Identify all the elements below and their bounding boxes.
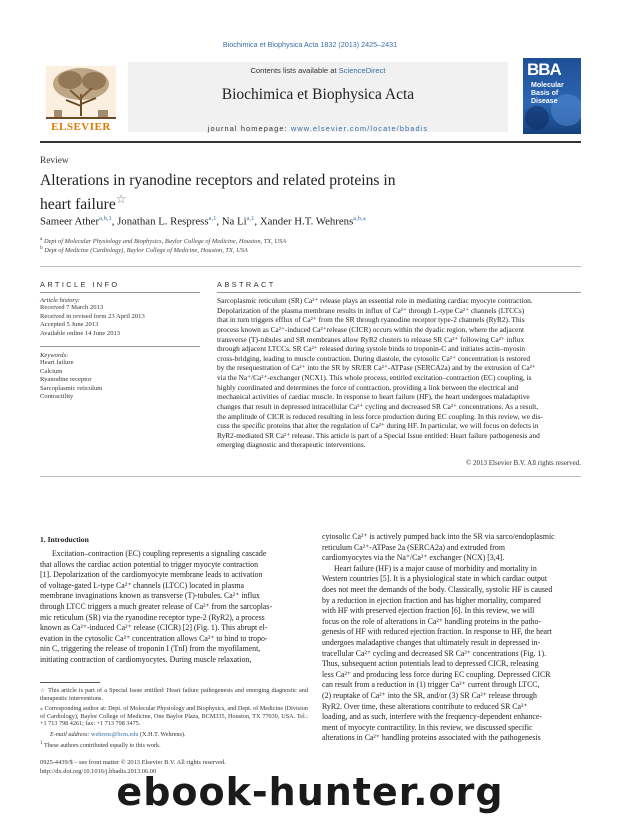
affiliation-b-text: Dept of Medicine (Cardiology), Baylor College of Medicine, Houston, TX, USA [44,247,248,255]
footnote-corr-line-2: of Medicine (Division of Cardiology), Baylor College of Medicine, One Baylor Plaza, [40,705,308,720]
journal-homepage [128,124,508,133]
footnote-special-issue [40,687,308,702]
cover-title: BBA [527,60,561,79]
author-1-affil[interactable]: a,b,1 [99,215,112,222]
footnote-equal-mark: 1 [40,740,43,746]
homepage-link[interactable]: www.elsevier.com/locate/bbadis [290,124,429,133]
body-line: ment of myocyte contractility. In this review, we discussed specific [322,722,533,732]
body-line: through LTCC triggers a much greater release of Ca²⁺ from the sarcoplas- [40,601,273,611]
body-line: RyR2. Over time, these alterations contribute to reduced SR Ca²⁺ [322,701,528,711]
author-2-affil[interactable]: a,1 [208,215,217,222]
body-line: [1]. Depolarization of the cardiomyocyte membrane leads to activation [40,570,263,580]
author-1: Sameer Ather [40,215,100,228]
sciencedirect-link[interactable]: ScienceDirect [338,66,386,75]
contents-prefix: Contents lists available at [250,66,339,75]
author-4: Xander H.T. Wehrens [259,215,354,228]
keyword-item: Ryanodine receptor [40,376,92,384]
journal-cover-image [523,58,581,134]
article-title [40,172,500,214]
history-received: Received 7 March 2013 [40,304,104,311]
abstract-line: that in turn triggers efflux of Ca²⁺ from the SR through ryanodine receptor type-2 channels (RyR2). This [217,315,525,325]
body-line: genesis of HF with reduced ejection fraction. In response to HF, the heart [322,627,552,637]
body-line: less Ca²⁺ and producing less force during EC coupling. Depressed CICR [322,669,551,679]
header-divider [40,141,581,143]
history-online: Available online 14 June 2013 [40,329,121,337]
body-line: (2) reuptake of Ca²⁺ into the SR, and/or (3) SR Ca²⁺ release through [322,690,537,700]
contents-line [128,66,508,75]
abstract-line: changes that result in depressed intracellular Ca²⁺ cycling and decreased SR Ca²⁺ concentrations. As a result, [217,401,539,411]
footnote-equal-text: These authors contributed equally to this work. [44,742,161,750]
footnote-corr-line-1: Corresponding author at: Dept. of Molecular Physiology and Biophysics, and Dept. [44,705,252,712]
abstract-rule [217,292,581,293]
article-info-heading: ARTICLE INFO [40,280,120,289]
affiliation-a-mark: a [40,236,43,242]
abstract-line: through adjacent LTCCs. SR Ca²⁺ released during systole binds to troponin-C and initiates actin–myosin [217,344,526,354]
author-2: Jonathan L. Respress [117,215,209,228]
doi-link[interactable]: http://dx.doi.org/10.1016/j.bbadis.2013.06.00 [40,768,157,775]
body-line: Excitation–contraction (EC) coupling represents a signaling cascade [52,549,267,558]
body-line: membrane invaginations known as transverse (T)-tubules. Ca²⁺ influx [40,591,260,601]
title-divider [40,266,581,267]
footnote-corresponding [40,705,308,728]
footnote-star-mark: ☆ [40,687,47,694]
email-label: E-mail address: [50,731,90,738]
article-info-rule [40,292,200,293]
body-line: of voltage-gated L-type Ca²⁺ channels (LTCC) located in plasma [40,580,244,590]
title-line-2 [40,190,500,214]
body-line: tracellular Ca²⁺ cycling and decreased SR Ca²⁺ concentrations (Fig. 1). [322,648,547,658]
body-line: cardiomyocytes via the Na⁺/Ca²⁺ exchanger (NCX) [3,4]. [322,553,505,563]
body-line: does not meet the demands of the body. Classically, systolic HF is caused [322,584,553,594]
journal-name: Biochimica et Biophysica Acta [221,86,415,103]
journal-citation[interactable]: Biochimica et Biophysica Acta 1832 (2013) 2425–2431 [222,40,398,49]
author-3: Na Li [221,215,247,228]
footnote-rule [40,682,100,683]
cover-subtitle-1: Molecular [531,82,564,89]
watermark-text: ebook-hunter.org [116,770,504,814]
keywords-label: Keywords: [40,352,69,359]
author-4-affil[interactable]: a,b,⁎ [353,215,366,222]
keyword-item: Sarcoplasmic reticulum [40,384,103,392]
abstract-line: mechanical activities of cardiac muscle. In response to heart failure (HF), the heart undergoes maladaptive [217,392,530,402]
abstract-divider [40,476,581,477]
keywords [40,352,210,402]
article-history [40,297,210,338]
article-type: Review [40,156,69,166]
body-line: initiating contraction of cardiomyocytes. During muscle relaxation, [40,654,252,664]
abstract-line: highly coordinated and determines the force of contraction, providing a link between the electrical and [217,382,519,392]
keyword-item: Calcium [40,367,63,375]
keyword-item: Contractility [40,393,74,401]
issn-line: 0925-4439/$ – see front matter © 2013 Elsevier B.V. All rights reserved. [40,759,226,766]
elsevier-wordmark: ELSEVIER [51,121,111,133]
body-line: loading, and as such, interfere with the frequency-dependent enhance- [322,712,542,722]
body-line: mic reticulum (SR) via the ryanodine receptor type-2 (RyR2), a process [40,612,265,622]
abstract-line: cuss the specific proteins that alter the regulation of Ca²⁺ during HF. In particular, we will focus on defects in [217,421,539,431]
abstract-line: process known as Ca²⁺-induced Ca²⁺release (CICR) occurs within the dyadic region, where the adjacent [217,324,525,334]
email-suffix: (X.H.T. Wehrens). [140,731,186,738]
section-heading-introduction: 1. Introduction [40,535,89,544]
body-line: evation in the cytosolic Ca²⁺ concentration allows Ca²⁺ to bind to tropo- [40,633,268,643]
footnote-corr-line-3: BCM335, Houston, TX 77030, USA. Tel.: +1 713 798 4261; fax: +1 713 798 3475. [40,712,308,728]
history-label: Article history: [40,297,81,304]
body-line: known as Ca²⁺-induced Ca²⁺ release (CICR) [2] (Fig. 1). This abrupt el- [40,623,268,633]
body-line: Heart failure (HF) is a major cause of morbidity and mortality in [334,563,537,573]
body-line: alterations in Ca²⁺ handling proteins associated with the pathogenesis [322,733,541,743]
abstract-body [217,296,581,450]
abstract-line: RyR2-mediated SR Ca²⁺ release. This article is part of a Special Issue entitled: Heart failure pathogenesis and [217,430,540,440]
body-line: undergoes maladaptive changes that ultimately result in depressed in- [322,637,541,647]
body-line: focus on the role of alterations in Ca²⁺ handling proteins in the patho- [322,616,542,626]
email-link[interactable]: wehrens@bcm.edu [91,731,139,738]
affiliation-b [40,245,581,254]
abstract-line: Sarcoplasmic reticulum (SR) Ca²⁺ release plays an essential role in mediating cardiac myocyte contraction. [217,296,533,305]
affiliation-a-text: Dept of Molecular Physiology and Biophysics, Baylor College of Medicine, Houston, TX, USA [43,238,287,246]
abstract-line: cross-bridging, leading to muscle contraction. During diastole, the cytosolic Ca²⁺ concentration is restored [217,353,531,363]
body-line: cytosolic Ca²⁺ is actively pumped back into the SR via sarco/endoplasmic [322,532,555,541]
footnote-email [40,731,318,739]
body-line: Western countries [5]. It is a physiological state in which cardiac output [322,574,548,584]
footnote-star-line-2: diagnostic and therapeutic interventions. [40,687,308,702]
body-column-right [322,532,581,744]
author-3-affil[interactable]: a,1 [246,215,255,222]
abstract-line: Depolarization of the plasma membrane results in influx of Ca²⁺ through L-type Ca²⁺ channels (LTCCs) [217,305,525,315]
history-accepted: Accepted 5 June 2013 [40,321,99,329]
title-footnote-mark[interactable]: ☆ [115,192,127,206]
affiliation-b-mark: b [40,245,43,251]
abstract-line: via the Na⁺/Ca²⁺-exchanger (NCX1). This whole process, entitled excitation–contraction (EC) coupling, is [217,373,532,382]
keywords-rule [40,346,200,347]
body-line: Thus, subsequent action potentials lead to depressed CICR, releasing [322,659,539,669]
homepage-prefix: journal homepage: [207,124,291,133]
body-line: reticulum Ca²⁺-ATPase 2a (SERCA2a) and extruded from [322,542,505,552]
cover-subtitle-3: Disease [531,98,558,105]
author-list: Sameer Ather$^{a,b,1}$, Jonathan L. Respress$^{a,1}$, Na Li$^{a,1}$, Xander H.T. Wehrens$^{a,b,⁎}$ [40,215,366,228]
footnote-equal-contribution [40,740,308,750]
body-column-left [40,549,308,666]
title-line-1: Alterations in ryanodine receptors and related proteins in [40,172,396,189]
abstract-line: by the resequestration of Ca²⁺ into the SR by SR/ER Ca²⁺-ATPase (SERCA2a) and by the extrusion of Ca²⁺ [217,363,536,373]
title-line-2-text: heart failure [40,196,116,214]
body-line: nin C, triggering the release of troponin I (TnI) from the myofilament, [40,644,261,654]
abstract-line: emerging diagnostic and therapeutic interventions. [217,440,366,450]
footnote-star-line-1: This article is part of a Special Issue entitled: Heart failure pathogenesis and emerging [48,687,270,694]
affiliation-a [40,236,581,245]
abstract-line: transverse (T)-tubules and SR membranes allow RyR2 clusters to release SR Ca²⁺ following Ca²⁺ influx [217,334,525,344]
footnote-corr-mark: ⁎ [40,705,44,712]
body-line: can result from a reduction in (1) trigger Ca²⁺ current through LTCC, [322,680,540,690]
abstract-copyright: © 2013 Elsevier B.V. All rights reserved. [465,459,581,467]
body-line: that allows the cardiac action potential to trigger myocyte contraction [40,559,259,569]
history-revised: Received in revised form 23 April 2013 [40,312,145,320]
body-line: with HF with preserved ejection fraction [6]. In this review, we will [322,606,535,616]
keyword-item: Heart failure [40,359,74,366]
abstract-heading: ABSTRACT [217,280,276,289]
body-line: by a reduction in ejection fraction and has higher mortality, compared [322,595,541,605]
abstract-line: the amplitude of CICR is reduced resulting in less force production during EC coupling. In this review, we dis- [217,411,543,421]
cover-subtitle-2: Basis of [531,90,559,97]
